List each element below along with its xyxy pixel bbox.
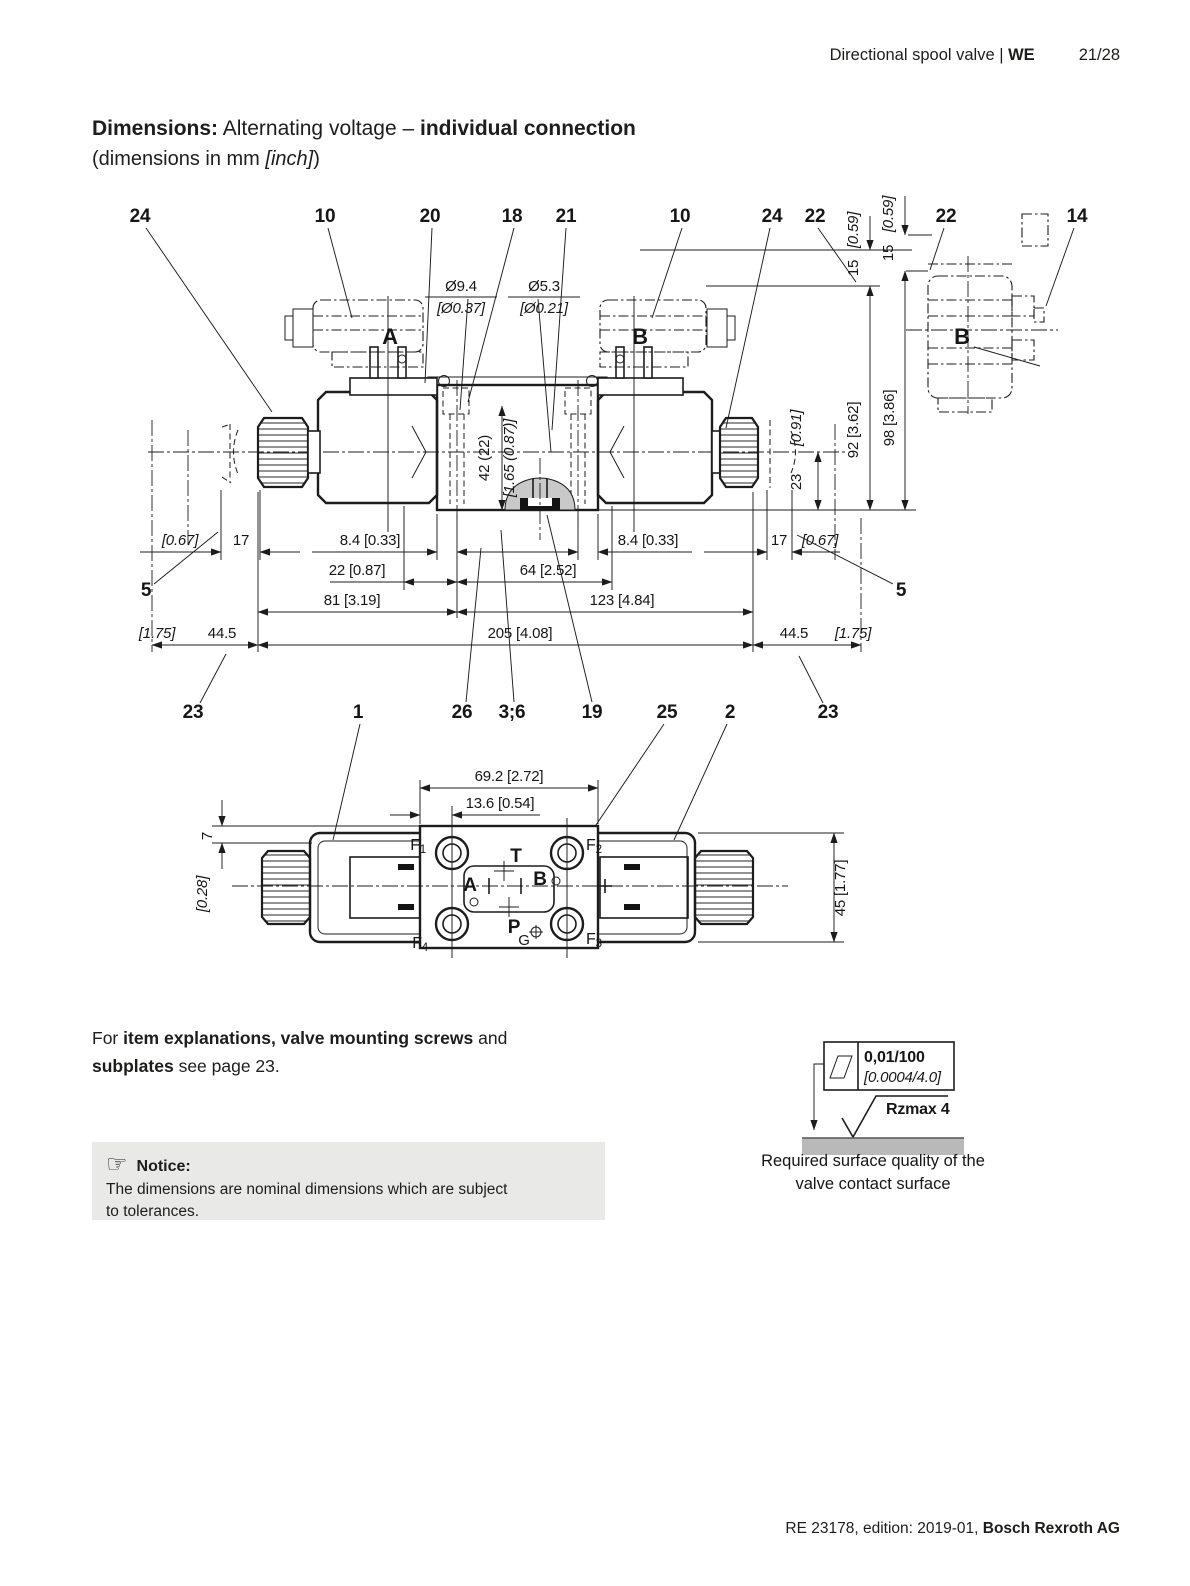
- dim-84-left: 8.4 [0.33]: [339, 532, 401, 549]
- callout-2: 2: [724, 702, 736, 723]
- title-lead: Dimensions:: [92, 117, 219, 140]
- dim-45: 45 [1.77]: [832, 859, 849, 917]
- callout-3-6: 3;6: [498, 702, 526, 723]
- dim-84-right: 8.4 [0.33]: [617, 532, 679, 549]
- nameplate: [428, 377, 607, 385]
- override-knob-right: [712, 418, 758, 487]
- callout-24-right: 24: [761, 206, 783, 227]
- footer-company: Bosch Rexroth AG: [982, 1520, 1120, 1537]
- dim-7: 7: [199, 831, 216, 841]
- dim-136: 13.6 [0.54]: [465, 795, 535, 812]
- callout-22-b: 22: [935, 206, 957, 227]
- dim-445-right: 44.5: [779, 625, 809, 642]
- title-line-2: (dimensions in mm [inch]): [92, 148, 320, 170]
- callout-25: 25: [656, 702, 678, 723]
- callout-1: 1: [352, 702, 364, 723]
- flatness-tolerance: 0,01/100: [864, 1049, 925, 1066]
- dim-175-right: [1.75]: [834, 625, 872, 642]
- dim-067-right: [0.67]: [801, 532, 839, 549]
- dim-64: 64 [2.52]: [519, 562, 577, 579]
- hole-label-f2: F2: [586, 837, 602, 856]
- solenoid-a-label: A: [382, 324, 398, 349]
- footer-edition: RE 23178, edition: 2019-01,: [785, 1520, 983, 1537]
- dim-205: 205 [4.08]: [487, 625, 553, 642]
- port-label-b: B: [533, 869, 547, 890]
- surface-caption-1: Required surface quality of the: [761, 1152, 985, 1170]
- dia-5-3-inch: [Ø0.21]: [520, 300, 568, 317]
- dim-15a: 15: [845, 259, 862, 277]
- callout-5-left: 5: [140, 580, 152, 601]
- callout-10-left: 10: [314, 206, 336, 227]
- notice-box: [92, 1142, 605, 1220]
- surface-caption-2: valve contact surface: [795, 1175, 951, 1193]
- solenoid-b-body: [598, 392, 712, 503]
- callout-24-left: 24: [129, 206, 151, 227]
- dim-23: 23: [788, 473, 805, 491]
- surface-quality-figure: [761, 1042, 985, 1193]
- dim-92: 92 [3.62]: [845, 401, 862, 459]
- dim-42: 42 (22): [476, 434, 493, 482]
- pointing-hand-icon: ☞: [106, 1151, 128, 1178]
- dim-15a-inch: [0.59]: [845, 211, 862, 249]
- detail-view-b: [906, 214, 1058, 414]
- dim-42-inch: [1.65 (0.87)]: [501, 418, 518, 498]
- dim-067-left: [0.67]: [161, 532, 199, 549]
- dim-17-right: 17: [770, 532, 788, 549]
- port-label-t: T: [510, 846, 522, 867]
- callout-14: 14: [1066, 206, 1088, 227]
- solenoid-footprint-right: [598, 857, 688, 918]
- callout-21: 21: [555, 206, 577, 227]
- dim-23-inch: [0.91]: [788, 409, 805, 447]
- cable-gland-b: [707, 309, 727, 347]
- port-label-g: G: [518, 932, 530, 949]
- lower-knob-right: [695, 851, 753, 924]
- dim-98: 98 [3.86]: [881, 389, 898, 447]
- lower-view: [232, 806, 788, 958]
- header-product: Directional spool valve |: [829, 46, 1009, 64]
- dim-15b: 15: [880, 244, 897, 262]
- dim-7-inch: [0.28]: [194, 875, 211, 913]
- notice-title: Notice:: [136, 1158, 191, 1175]
- upper-dimensions: [138, 195, 932, 652]
- dim-445-left: 44.5: [207, 625, 237, 642]
- notice-body: The dimensions are nominal dimensions which are subject to tolerances.: [106, 1181, 508, 1220]
- dim-692: 69.2 [2.72]: [474, 768, 544, 785]
- callout-10-right: 10: [669, 206, 691, 227]
- lower-knob-left: [262, 851, 310, 924]
- cable-gland-a: [293, 309, 313, 347]
- dim-22: 22 [0.87]: [328, 562, 386, 579]
- dim-15b-inch: [0.59]: [880, 195, 897, 233]
- callout-26: 26: [451, 702, 473, 723]
- callout-18: 18: [501, 206, 523, 227]
- callout-23-left: 23: [182, 702, 204, 723]
- dia-5-3: Ø5.3: [528, 278, 560, 295]
- port-label-a: A: [463, 875, 477, 896]
- dia-9-4: Ø9.4: [445, 278, 477, 295]
- callout-5-right: 5: [895, 580, 907, 601]
- hole-label-f3: F3: [586, 931, 602, 950]
- override-knob-left: [258, 418, 320, 487]
- callout-22-a: 22: [804, 206, 826, 227]
- dia-9-4-inch: [Ø0.37]: [437, 300, 485, 317]
- callout-20: 20: [419, 206, 441, 227]
- roughness-value: Rzmax 4: [886, 1101, 950, 1118]
- callout-19: 19: [581, 702, 603, 723]
- flatness-tolerance-inch: [0.0004/4.0]: [864, 1069, 941, 1086]
- dim-175-left: [1.75]: [138, 625, 176, 642]
- hole-label-f4: F4: [412, 935, 428, 954]
- hole-label-f1: F1: [410, 837, 426, 856]
- port-label-p: P: [507, 917, 521, 938]
- callouts-top: [130, 206, 1088, 601]
- reference-note: For item explanations, valve mounting screws and subplates see page 23.: [92, 1028, 508, 1076]
- page-footer: [785, 1520, 1120, 1538]
- header-code: WE: [1008, 46, 1035, 64]
- title-middle: Alternating voltage –: [218, 117, 421, 140]
- dim-17-left: 17: [232, 532, 250, 549]
- title-emphasis: individual connection: [420, 117, 636, 140]
- solenoid-a-body: [318, 392, 437, 503]
- dim-123: 123 [4.84]: [589, 592, 655, 609]
- detail-b-label: B: [954, 324, 970, 349]
- callout-23-right: 23: [817, 702, 839, 723]
- flatness-icon: [830, 1056, 852, 1078]
- solenoid-b-label: B: [632, 324, 648, 349]
- page-number: 21/28: [1078, 46, 1120, 64]
- dim-81: 81 [3.19]: [323, 592, 381, 609]
